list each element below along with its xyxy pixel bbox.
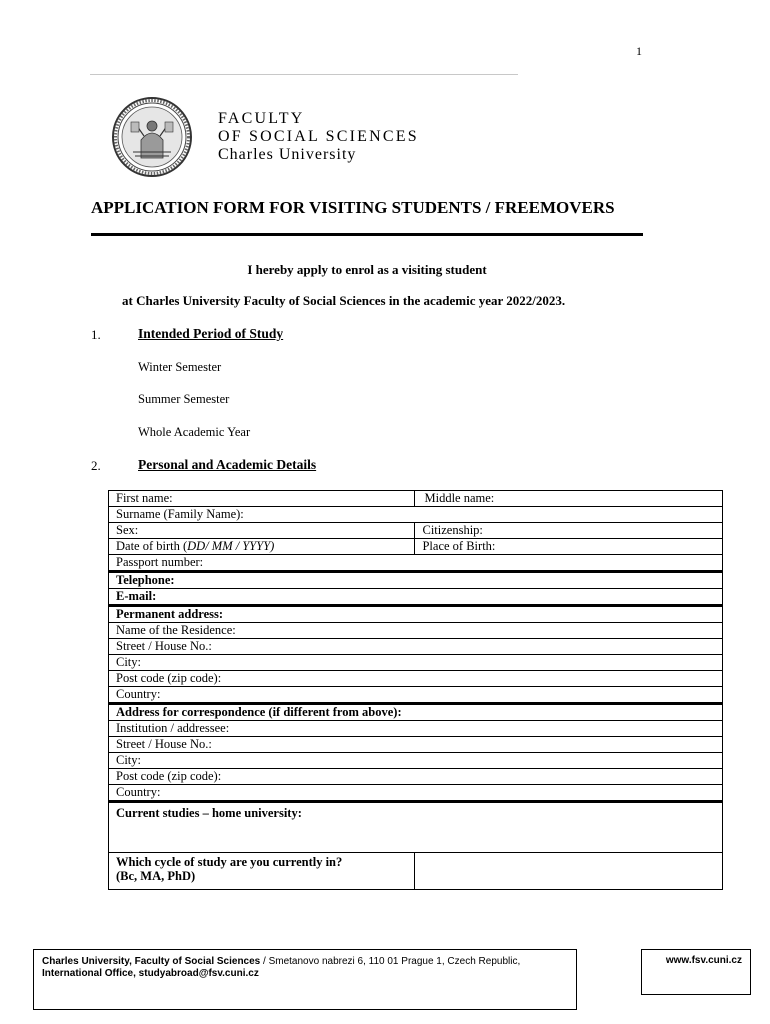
- permanent-street-field[interactable]: Street / House No.:: [109, 639, 723, 655]
- option-whole-academic-year[interactable]: Whole Academic Year: [138, 425, 251, 439]
- form-title: APPLICATION FORM FOR VISITING STUDENTS / FREEMOVERS: [91, 198, 615, 217]
- section-2-number: 2.: [91, 458, 101, 473]
- section-2-title: Personal and Academic Details: [138, 457, 317, 472]
- residence-name-field[interactable]: Name of the Residence:: [109, 623, 723, 639]
- footer-organization: Charles University, Faculty of Social Sciences: [42, 956, 261, 967]
- date-of-birth-format: DD/ MM / YYYY): [187, 539, 275, 553]
- correspondence-city-field[interactable]: City:: [109, 753, 723, 769]
- table-row: [109, 753, 723, 769]
- sex-field[interactable]: Sex:: [109, 523, 415, 539]
- intro-line-1: I hereby apply to enrol as a visiting student: [247, 262, 487, 277]
- permanent-city-field[interactable]: City:: [109, 655, 723, 671]
- page-number: 1: [636, 44, 642, 58]
- permanent-country-field[interactable]: Country:: [109, 687, 723, 704]
- table-row: [109, 853, 723, 890]
- table-row: [109, 721, 723, 737]
- faculty-name-line3: Charles University: [218, 146, 357, 163]
- footer-address: Smetanovo nabrezi 6, 110 01 Prague 1, Czech Republic,: [268, 956, 521, 967]
- citizenship-field[interactable]: Citizenship:: [415, 523, 723, 539]
- personal-details-table: [108, 490, 723, 890]
- option-winter-semester[interactable]: Winter Semester: [138, 360, 222, 374]
- faculty-name-line2: OF SOCIAL SCIENCES: [218, 128, 419, 145]
- table-row: [109, 523, 723, 539]
- middle-name-field[interactable]: Middle name:: [415, 491, 723, 507]
- table-row: [109, 785, 723, 802]
- email-field[interactable]: E-mail:: [109, 589, 723, 606]
- option-summer-semester[interactable]: Summer Semester: [138, 392, 230, 406]
- study-cycle-question-text: Which cycle of study are you currently in?: [116, 855, 343, 869]
- title-divider: [91, 233, 643, 236]
- table-row: [109, 572, 723, 589]
- permanent-address-heading: Permanent address:: [109, 606, 723, 623]
- section-1-number: 1.: [91, 327, 101, 342]
- study-cycle-question: [109, 853, 415, 890]
- footer-website-link[interactable]: www.fsv.cuni.cz: [641, 949, 751, 995]
- table-row: [109, 737, 723, 753]
- header-divider: [90, 74, 518, 75]
- table-row: [109, 623, 723, 639]
- current-studies-field[interactable]: Current studies – home university:: [109, 802, 723, 853]
- place-of-birth-field[interactable]: Place of Birth:: [415, 539, 723, 555]
- correspondence-address-heading: Address for correspondence (if different from above):: [109, 704, 723, 721]
- table-row: [109, 589, 723, 606]
- table-row: [109, 555, 723, 572]
- institution-field[interactable]: Institution / addressee:: [109, 721, 723, 737]
- table-row: [109, 655, 723, 671]
- footer-separator: /: [260, 956, 269, 967]
- footer-contact-box: [33, 949, 577, 1010]
- university-seal-icon: [111, 96, 193, 178]
- table-row: [109, 639, 723, 655]
- correspondence-postcode-field[interactable]: Post code (zip code):: [109, 769, 723, 785]
- section-1-title: Intended Period of Study: [138, 326, 284, 341]
- first-name-field[interactable]: First name:: [109, 491, 415, 507]
- table-row: [109, 687, 723, 704]
- correspondence-country-field[interactable]: Country:: [109, 785, 723, 802]
- telephone-field[interactable]: Telephone:: [109, 572, 723, 589]
- passport-number-field[interactable]: Passport number:: [109, 555, 723, 572]
- intro-line-2: at Charles University Faculty of Social Sciences in the academic year 2022/2023.: [122, 293, 566, 308]
- correspondence-street-field[interactable]: Street / House No.:: [109, 737, 723, 753]
- permanent-postcode-field[interactable]: Post code (zip code):: [109, 671, 723, 687]
- study-cycle-options-text: (Bc, MA, PhD): [116, 869, 196, 883]
- study-cycle-answer-field[interactable]: [415, 853, 723, 890]
- table-row: [109, 539, 723, 555]
- table-row: [109, 769, 723, 785]
- date-of-birth-field[interactable]: [109, 539, 415, 555]
- faculty-name-line1: FACULTY: [218, 110, 305, 127]
- table-row: [109, 671, 723, 687]
- table-row: [109, 606, 723, 623]
- table-row: [109, 491, 723, 507]
- table-row: [109, 507, 723, 523]
- surname-field[interactable]: Surname (Family Name):: [109, 507, 723, 523]
- faculty-name: [218, 110, 419, 164]
- footer-office-email[interactable]: International Office, studyabroad@fsv.cuni.cz: [42, 968, 259, 979]
- table-row: [109, 802, 723, 853]
- date-of-birth-label: Date of birth (: [116, 539, 188, 553]
- table-row: [109, 704, 723, 721]
